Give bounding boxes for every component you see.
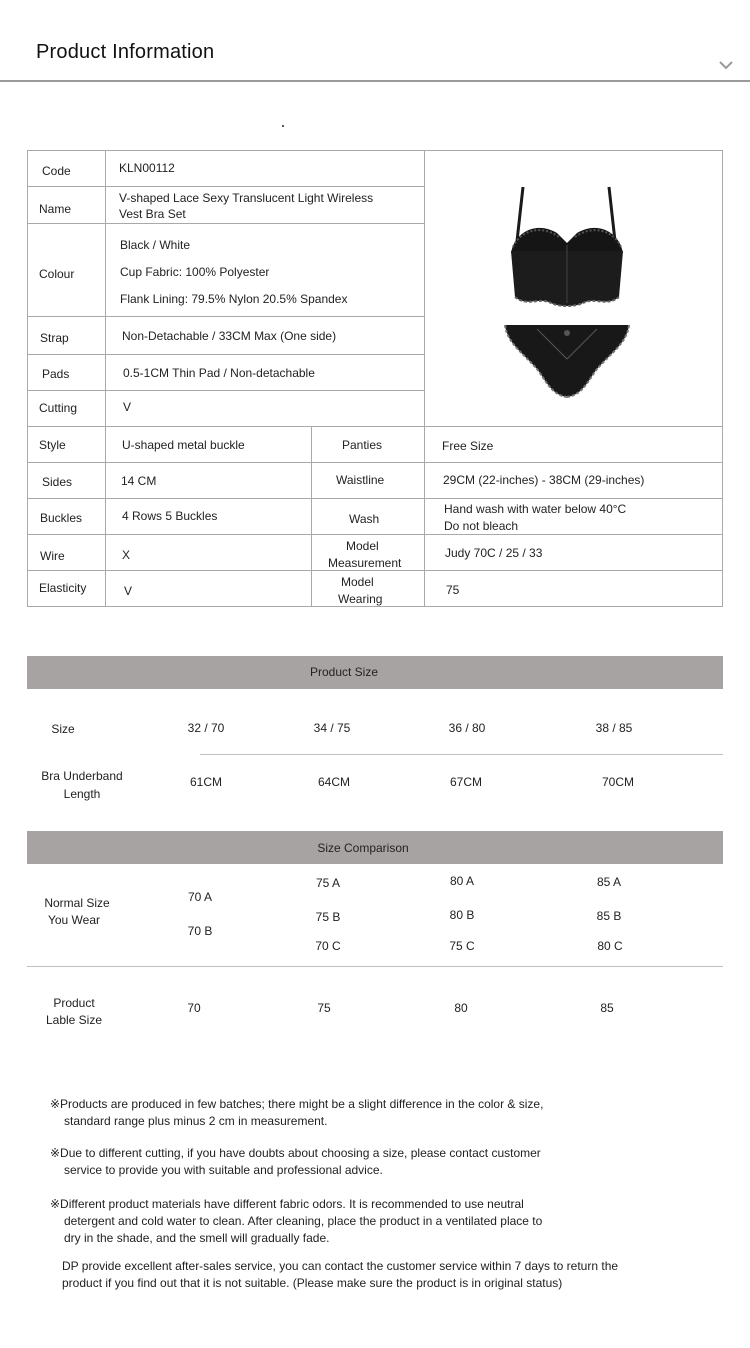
underband-label-line1: Bra Underband — [41, 769, 123, 783]
waistline-value: 29CM (22-inches) - 38CM (29-inches) — [443, 473, 645, 487]
note-2-line1: ※Due to different cutting, if you have doubts about choosing a size, please contact customer — [50, 1146, 541, 1160]
note-1-line1: ※Products are produced in few batches; there might be a slight difference in the color & size, — [50, 1097, 544, 1111]
buckles-label: Buckles — [40, 511, 83, 525]
lable-75: 75 — [317, 1001, 331, 1015]
bra-set-image — [497, 183, 637, 403]
product-size-title: Product Size — [309, 665, 379, 679]
model-wearing-label-line1: Model — [341, 575, 374, 589]
lable-85: 85 — [600, 1001, 614, 1015]
colour-value-line1: Black / White — [120, 238, 191, 252]
note-1-line2: standard range plus minus 2 cm in measurement. — [64, 1114, 328, 1128]
cmp-85a: 85 A — [596, 875, 622, 889]
style-label: Style — [39, 438, 66, 452]
colour-value-line3: Flank Lining: 79.5% Nylon 20.5% Spandex — [120, 292, 348, 306]
size-32-70: 32 / 70 — [187, 721, 225, 735]
wash-value-line2: Do not bleach — [444, 519, 519, 533]
note-2-line2: service to provide you with suitable and professional advice. — [64, 1163, 383, 1177]
underband-61: 61CM — [189, 775, 222, 789]
lable-size-label-line1: Product — [53, 996, 95, 1010]
size-label: Size — [51, 722, 75, 736]
size-row-divider — [200, 754, 723, 755]
size-36-80: 36 / 80 — [448, 721, 486, 735]
model-wearing-label-line2: Wearing — [338, 592, 383, 606]
note-3-line1: ※Different product materials have different fabric odors. It is recommended to use neutral — [50, 1197, 524, 1211]
sides-label: Sides — [42, 475, 73, 489]
elasticity-value: V — [124, 584, 133, 598]
normal-size-label-line1: Normal Size — [44, 896, 110, 910]
model-measurement-label-line1: Model — [346, 539, 379, 553]
cmp-75c: 75 C — [449, 939, 475, 953]
wire-value: X — [122, 548, 131, 562]
waistline-label: Waistline — [336, 473, 385, 487]
strap-label: Strap — [40, 331, 69, 345]
wash-value-line1: Hand wash with water below 40°C — [444, 502, 627, 516]
lable-80: 80 — [454, 1001, 468, 1015]
colour-label: Colour — [39, 267, 75, 281]
normal-size-label-line2: You Wear — [47, 913, 101, 927]
wire-label: Wire — [40, 549, 65, 563]
name-value-line2: Vest Bra Set — [119, 207, 186, 221]
colour-value-line2: Cup Fabric: 100% Polyester — [120, 265, 270, 279]
chevron-down-icon[interactable] — [718, 58, 734, 72]
size-34-75: 34 / 75 — [313, 721, 351, 735]
comparison-row-divider — [27, 966, 723, 967]
name-label: Name — [39, 202, 72, 216]
model-wearing-value: 75 — [446, 583, 460, 597]
underband-64: 64CM — [317, 775, 350, 789]
pads-label: Pads — [42, 367, 70, 381]
page-title: Product Information — [36, 41, 215, 63]
cmp-85b: 85 B — [596, 909, 622, 923]
cmp-70b: 70 B — [187, 924, 213, 938]
cmp-75a: 75 A — [315, 876, 341, 890]
note-4-line1: DP provide excellent after-sales service, you can contact the customer service within 7 days to return the — [62, 1259, 619, 1273]
cutting-label: Cutting — [39, 401, 78, 415]
code-value: KLN00112 — [119, 161, 175, 175]
cmp-70a: 70 A — [187, 890, 213, 904]
sides-value: 14 CM — [121, 474, 157, 488]
wash-label: Wash — [349, 512, 380, 526]
panties-label: Panties — [342, 438, 383, 452]
buckles-value: 4 Rows 5 Buckles — [122, 509, 218, 523]
note-3-line3: dry in the shade, and the smell will gradually fade. — [64, 1231, 330, 1245]
size-comparison-title: Size Comparison — [317, 841, 409, 855]
cmp-80b: 80 B — [449, 908, 475, 922]
cmp-80c: 80 C — [597, 939, 623, 953]
model-measurement-value: Judy 70C / 25 / 33 — [445, 546, 543, 560]
note-3-line2: detergent and cold water to clean. After cleaning, place the product in a ventilated place to — [64, 1214, 543, 1228]
cmp-80a: 80 A — [449, 874, 475, 888]
size-38-85: 38 / 85 — [595, 721, 633, 735]
strap-value: Non-Detachable / 33CM Max (One side) — [122, 329, 337, 343]
cmp-75b: 75 B — [315, 910, 341, 924]
panties-value: Free Size — [442, 439, 494, 453]
elasticity-label: Elasticity — [39, 581, 87, 595]
header-divider — [0, 80, 750, 82]
model-measurement-label-line2: Measurement — [328, 556, 402, 570]
lable-70: 70 — [187, 1001, 201, 1015]
name-value-line1: V-shaped Lace Sexy Translucent Light Wireless — [119, 191, 374, 205]
underband-67: 67CM — [449, 775, 482, 789]
code-label: Code — [42, 164, 71, 178]
cmp-70c: 70 C — [315, 939, 341, 953]
stray-dot — [282, 125, 284, 127]
pads-value: 0.5-1CM Thin Pad / Non-detachable — [123, 366, 315, 380]
cutting-value: V — [123, 400, 132, 414]
lable-size-label-line2: Lable Size — [45, 1013, 103, 1027]
underband-label-line2: Length — [63, 787, 101, 801]
note-4-line2: product if you find out that it is not suitable. (Please make sure the product is in original status) — [62, 1276, 563, 1290]
underband-70: 70CM — [601, 775, 634, 789]
style-value: U-shaped metal buckle — [122, 438, 245, 452]
